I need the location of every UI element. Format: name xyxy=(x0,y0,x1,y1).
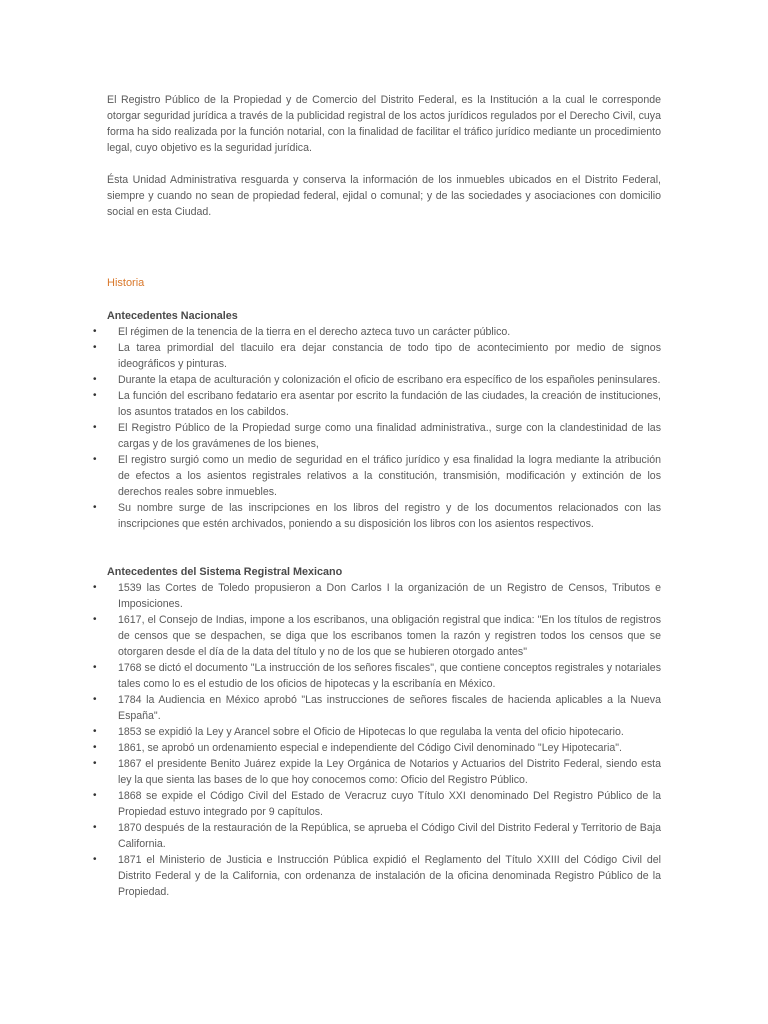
intro-paragraph-1: El Registro Público de la Propiedad y de Comercio del Distrito Federal, es la Institución a la cual le corresponde otorgar seguridad jurídica a través de la publicidad registral de los actos jurídicos regulados por el Derecho Civil, cuya forma ha sido realizada por la función notarial, con la finalidad de facilitar el tráfico jurídico mediante un procedimiento legal, cuyo objetivo es la seguridad jurídica. xyxy=(107,94,661,154)
heading-antecedentes-nacionales: Antecedentes Nacionales xyxy=(107,310,238,322)
list-item xyxy=(0,372,661,388)
list-item xyxy=(0,788,661,820)
list-item-text: El registro surgió como un medio de seguridad en el tráfico jurídico y esa finalidad la logra mediante la atribución de efectos a los asientos registrales relativos a la constitución, transmisión, modificación y extinción de los derechos reales sobre inmuebles. xyxy=(118,454,661,498)
list-item-text: 1871 el Ministerio de Justicia e Instrucción Pública expidió el Reglamento del Título XXIII del Código Civil del Distrito Federal y de la California, con ordenanza de instalación de la oficina denominada Registro Público de la Propiedad. xyxy=(118,854,661,898)
list-item xyxy=(0,340,661,372)
list-item-text: 1768 se dictó el documento "La instrucción de los señores fiscales", que contiene conceptos registrales y notariales tales como lo es el estudio de los oficios de hipotecas y la escribanía en México. xyxy=(118,662,661,690)
bullet-icon: • xyxy=(93,694,97,705)
list-antecedentes-nacionales xyxy=(0,324,768,532)
bullet-icon: • xyxy=(93,742,97,753)
list-item-text: 1867 el presidente Benito Juárez expide la Ley Orgánica de Notarios y Actuarios del Distrito Federal, siendo esta ley la que sienta las bases de lo que hoy conocemos como: Oficio del Registro Público. xyxy=(118,758,661,786)
list-antecedentes-sistema-registral xyxy=(0,580,768,900)
list-item-text: El Registro Público de la Propiedad surge como una finalidad administrativa., surge con la clandestinidad de las cargas y de los gravámenes de los bienes, xyxy=(118,422,661,450)
bullet-icon: • xyxy=(93,758,97,769)
list-item-text: 1853 se expidió la Ley y Arancel sobre el Oficio de Hipotecas lo que regulaba la venta del oficio hipotecario. xyxy=(118,726,624,738)
bullet-icon: • xyxy=(93,422,97,433)
bullet-icon: • xyxy=(93,726,97,737)
bullet-icon: • xyxy=(93,614,97,625)
bullet-icon: • xyxy=(93,326,97,337)
list-item xyxy=(0,820,661,852)
list-item xyxy=(0,724,661,740)
list-item xyxy=(0,756,661,788)
list-item-text: 1539 las Cortes de Toledo propusieron a Don Carlos I la organización de un Registro de Censos, Tributos e Imposiciones. xyxy=(118,582,661,610)
list-item-text: Su nombre surge de las inscripciones en los libros del registro y de los documentos relacionados con las inscripciones que estén archivados, poniendo a su disposición los libros con los asientos respectivos. xyxy=(118,502,661,530)
list-item xyxy=(0,692,661,724)
bullet-icon: • xyxy=(93,374,97,385)
section-title-historia: Historia xyxy=(107,277,145,289)
list-item xyxy=(0,740,661,756)
list-item-text: 1861, se aprobó un ordenamiento especial e independiente del Código Civil denominado "Ley Hipotecaria". xyxy=(118,742,622,754)
bullet-icon: • xyxy=(93,822,97,833)
bullet-icon: • xyxy=(93,582,97,593)
list-item xyxy=(0,852,661,900)
list-item xyxy=(0,660,661,692)
bullet-icon: • xyxy=(93,342,97,353)
list-item xyxy=(0,452,661,500)
list-item xyxy=(0,580,661,612)
list-item-text: 1868 se expide el Código Civil del Estado de Veracruz cuyo Título XXI denominado Del Registro Público de la Propiedad estuvo integrado por 9 capítulos. xyxy=(118,790,661,818)
list-item xyxy=(0,500,661,532)
list-item xyxy=(0,420,661,452)
bullet-icon: • xyxy=(93,502,97,513)
list-item-text: 1784 la Audiencia en México aprobó "Las instrucciones de señores fiscales de hacienda aplicables a la Nueva España". xyxy=(118,694,661,722)
intro-paragraph-2: Ésta Unidad Administrativa resguarda y conserva la información de los inmuebles ubicados en el Distrito Federal, siempre y cuando no sean de propiedad federal, ejidal o comunal; y de las sociedades y asociaciones con domicilio social en esta Ciudad. xyxy=(107,174,661,218)
list-item-text: Durante la etapa de aculturación y colonización el oficio de escribano era específico de los españoles peninsulares. xyxy=(118,374,661,386)
bullet-icon: • xyxy=(93,390,97,401)
bullet-icon: • xyxy=(93,454,97,465)
list-item-text: 1870 después de la restauración de la República, se aprueba el Código Civil del Distrito Federal y Territorio de Baja California. xyxy=(118,822,661,850)
bullet-icon: • xyxy=(93,790,97,801)
list-item xyxy=(0,388,661,420)
list-item-text: El régimen de la tenencia de la tierra en el derecho azteca tuvo un carácter público. xyxy=(118,326,511,338)
bullet-icon: • xyxy=(93,854,97,865)
list-item-text: La tarea primordial del tlacuilo era dejar constancia de todo tipo de acontecimiento por medio de signos ideográficos y pinturas. xyxy=(118,342,661,370)
bullet-icon: • xyxy=(93,662,97,673)
list-item xyxy=(0,324,661,340)
list-item-text: 1617, el Consejo de Indias, impone a los escribanos, una obligación registral que indica: "En los títulos de registros de censos que se despachen, se diga que los escribanos tomen la razón y registren todos los censos que se otorgaren desde el día de la data del título y no de los que se hubieren otorgado antes" xyxy=(118,614,661,658)
heading-antecedentes-sistema-registral: Antecedentes del Sistema Registral Mexicano xyxy=(107,566,343,578)
list-item-text: La función del escribano fedatario era asentar por escrito la fundación de las ciudades, la creación de instituciones, los asuntos tratados en los cabildos. xyxy=(118,390,661,418)
list-item xyxy=(0,612,661,660)
